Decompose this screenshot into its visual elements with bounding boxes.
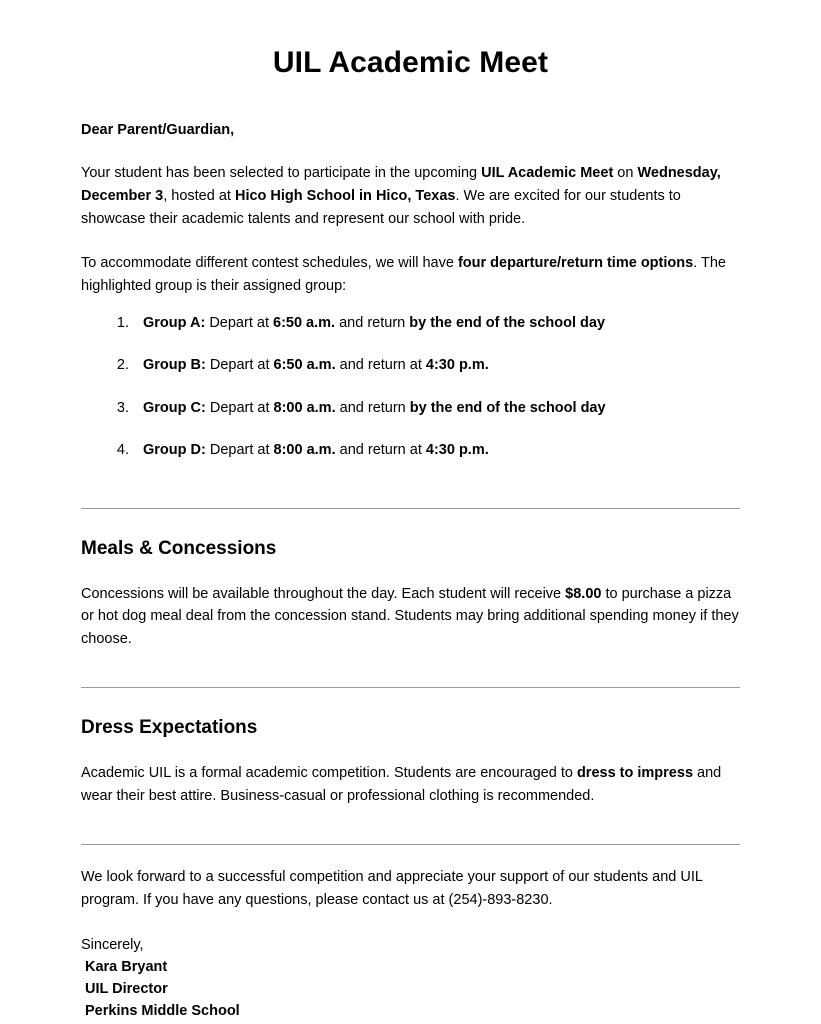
divider-wrap-3 [81, 844, 740, 845]
section-divider [81, 844, 740, 845]
signature-name: Kara Bryant [85, 958, 168, 975]
dress-bold-impress: dress to impress [576, 764, 694, 781]
group-depart-text: Depart at [205, 399, 274, 416]
group-depart-text: Depart at [205, 315, 273, 331]
group-return-time: by the end of the school day [409, 315, 606, 331]
list-item [133, 354, 740, 376]
group-depart-time: 6:50 a.m. [273, 315, 336, 331]
group-return-text: and return [335, 399, 410, 416]
group-return-text: and return [335, 315, 410, 331]
meals-paragraph [81, 583, 740, 652]
intro-text-3: , hosted at [163, 188, 235, 205]
group-depart-time: 8:00 a.m. [273, 442, 336, 459]
signature-block [81, 934, 740, 1022]
page-title: UIL Academic Meet [272, 46, 549, 79]
intro-text-1: Your student has been selected to participate in the upcoming [81, 165, 482, 182]
group-return-time: 4:30 p.m. [425, 442, 489, 459]
group-depart-text: Depart at [205, 357, 274, 374]
intro-bold-date: Wednesday, December 3 [81, 165, 721, 205]
meals-heading: Meals & Concessions [81, 537, 277, 559]
meals-amount: $8.00 [565, 585, 602, 602]
group-label: Group D: [143, 442, 206, 459]
group-depart-text: Depart at [205, 442, 274, 459]
schedule-intro-paragraph [81, 252, 740, 298]
group-label: Group C: [143, 399, 206, 416]
schedule-bold-options: four departure/return time options [457, 255, 694, 272]
list-item [133, 397, 740, 419]
section-divider [81, 687, 740, 688]
intro-bold-location: Hico High School in Hico, Texas [234, 188, 456, 205]
intro-text-4: . We are excited for our students to showcase their academic talents and represent our school with pride. [81, 188, 681, 228]
intro-bold-event: UIL Academic Meet [481, 165, 614, 182]
meals-text-1: Concessions will be available throughout the day. Each student will receive [81, 585, 566, 602]
divider-wrap-2 [81, 687, 740, 688]
closing-paragraph: We look forward to a successful competition and appreciate your support of our students and UIL program. If you have any questions, please contact us at (254)-893-8230. [81, 868, 703, 908]
group-label: Group A: [143, 315, 206, 331]
schedule-text-1: To accommodate different contest schedules, we will have [81, 255, 458, 272]
signature-role: UIL Director [85, 980, 168, 997]
schedule-text-2: . The highlighted group is their assigned group: [81, 255, 726, 295]
section-divider [81, 508, 740, 509]
list-item [133, 439, 740, 461]
dress-text-2: and wear their best attire. Business-casual or professional clothing is recommended. [81, 764, 722, 804]
salutation: Dear Parent/Guardian, [81, 122, 235, 138]
group-label: Group B: [143, 357, 206, 374]
signature-sincerely: Sincerely, [81, 936, 144, 953]
divider-wrap-1 [81, 508, 740, 509]
departure-options-list [81, 312, 740, 462]
list-item [133, 312, 740, 334]
dress-paragraph [81, 762, 740, 808]
group-depart-time: 8:00 a.m. [273, 399, 336, 416]
intro-paragraph [81, 162, 740, 231]
group-return-text: and return at [335, 357, 426, 374]
dress-text-1: Academic UIL is a formal academic competition. Students are encouraged to [81, 764, 577, 781]
intro-text-2: on [613, 165, 638, 182]
group-return-time: by the end of the school day [409, 399, 606, 416]
group-depart-time: 6:50 a.m. [273, 357, 336, 374]
group-return-time: 4:30 p.m. [425, 357, 489, 374]
dress-heading: Dress Expectations [81, 717, 258, 739]
signature-school: Perkins Middle School [85, 1002, 240, 1019]
group-return-text: and return at [335, 442, 426, 459]
meals-text-2: to purchase a pizza or hot dog meal deal from the concession stand. Students may bring additional spending money if they choose. [81, 585, 739, 648]
